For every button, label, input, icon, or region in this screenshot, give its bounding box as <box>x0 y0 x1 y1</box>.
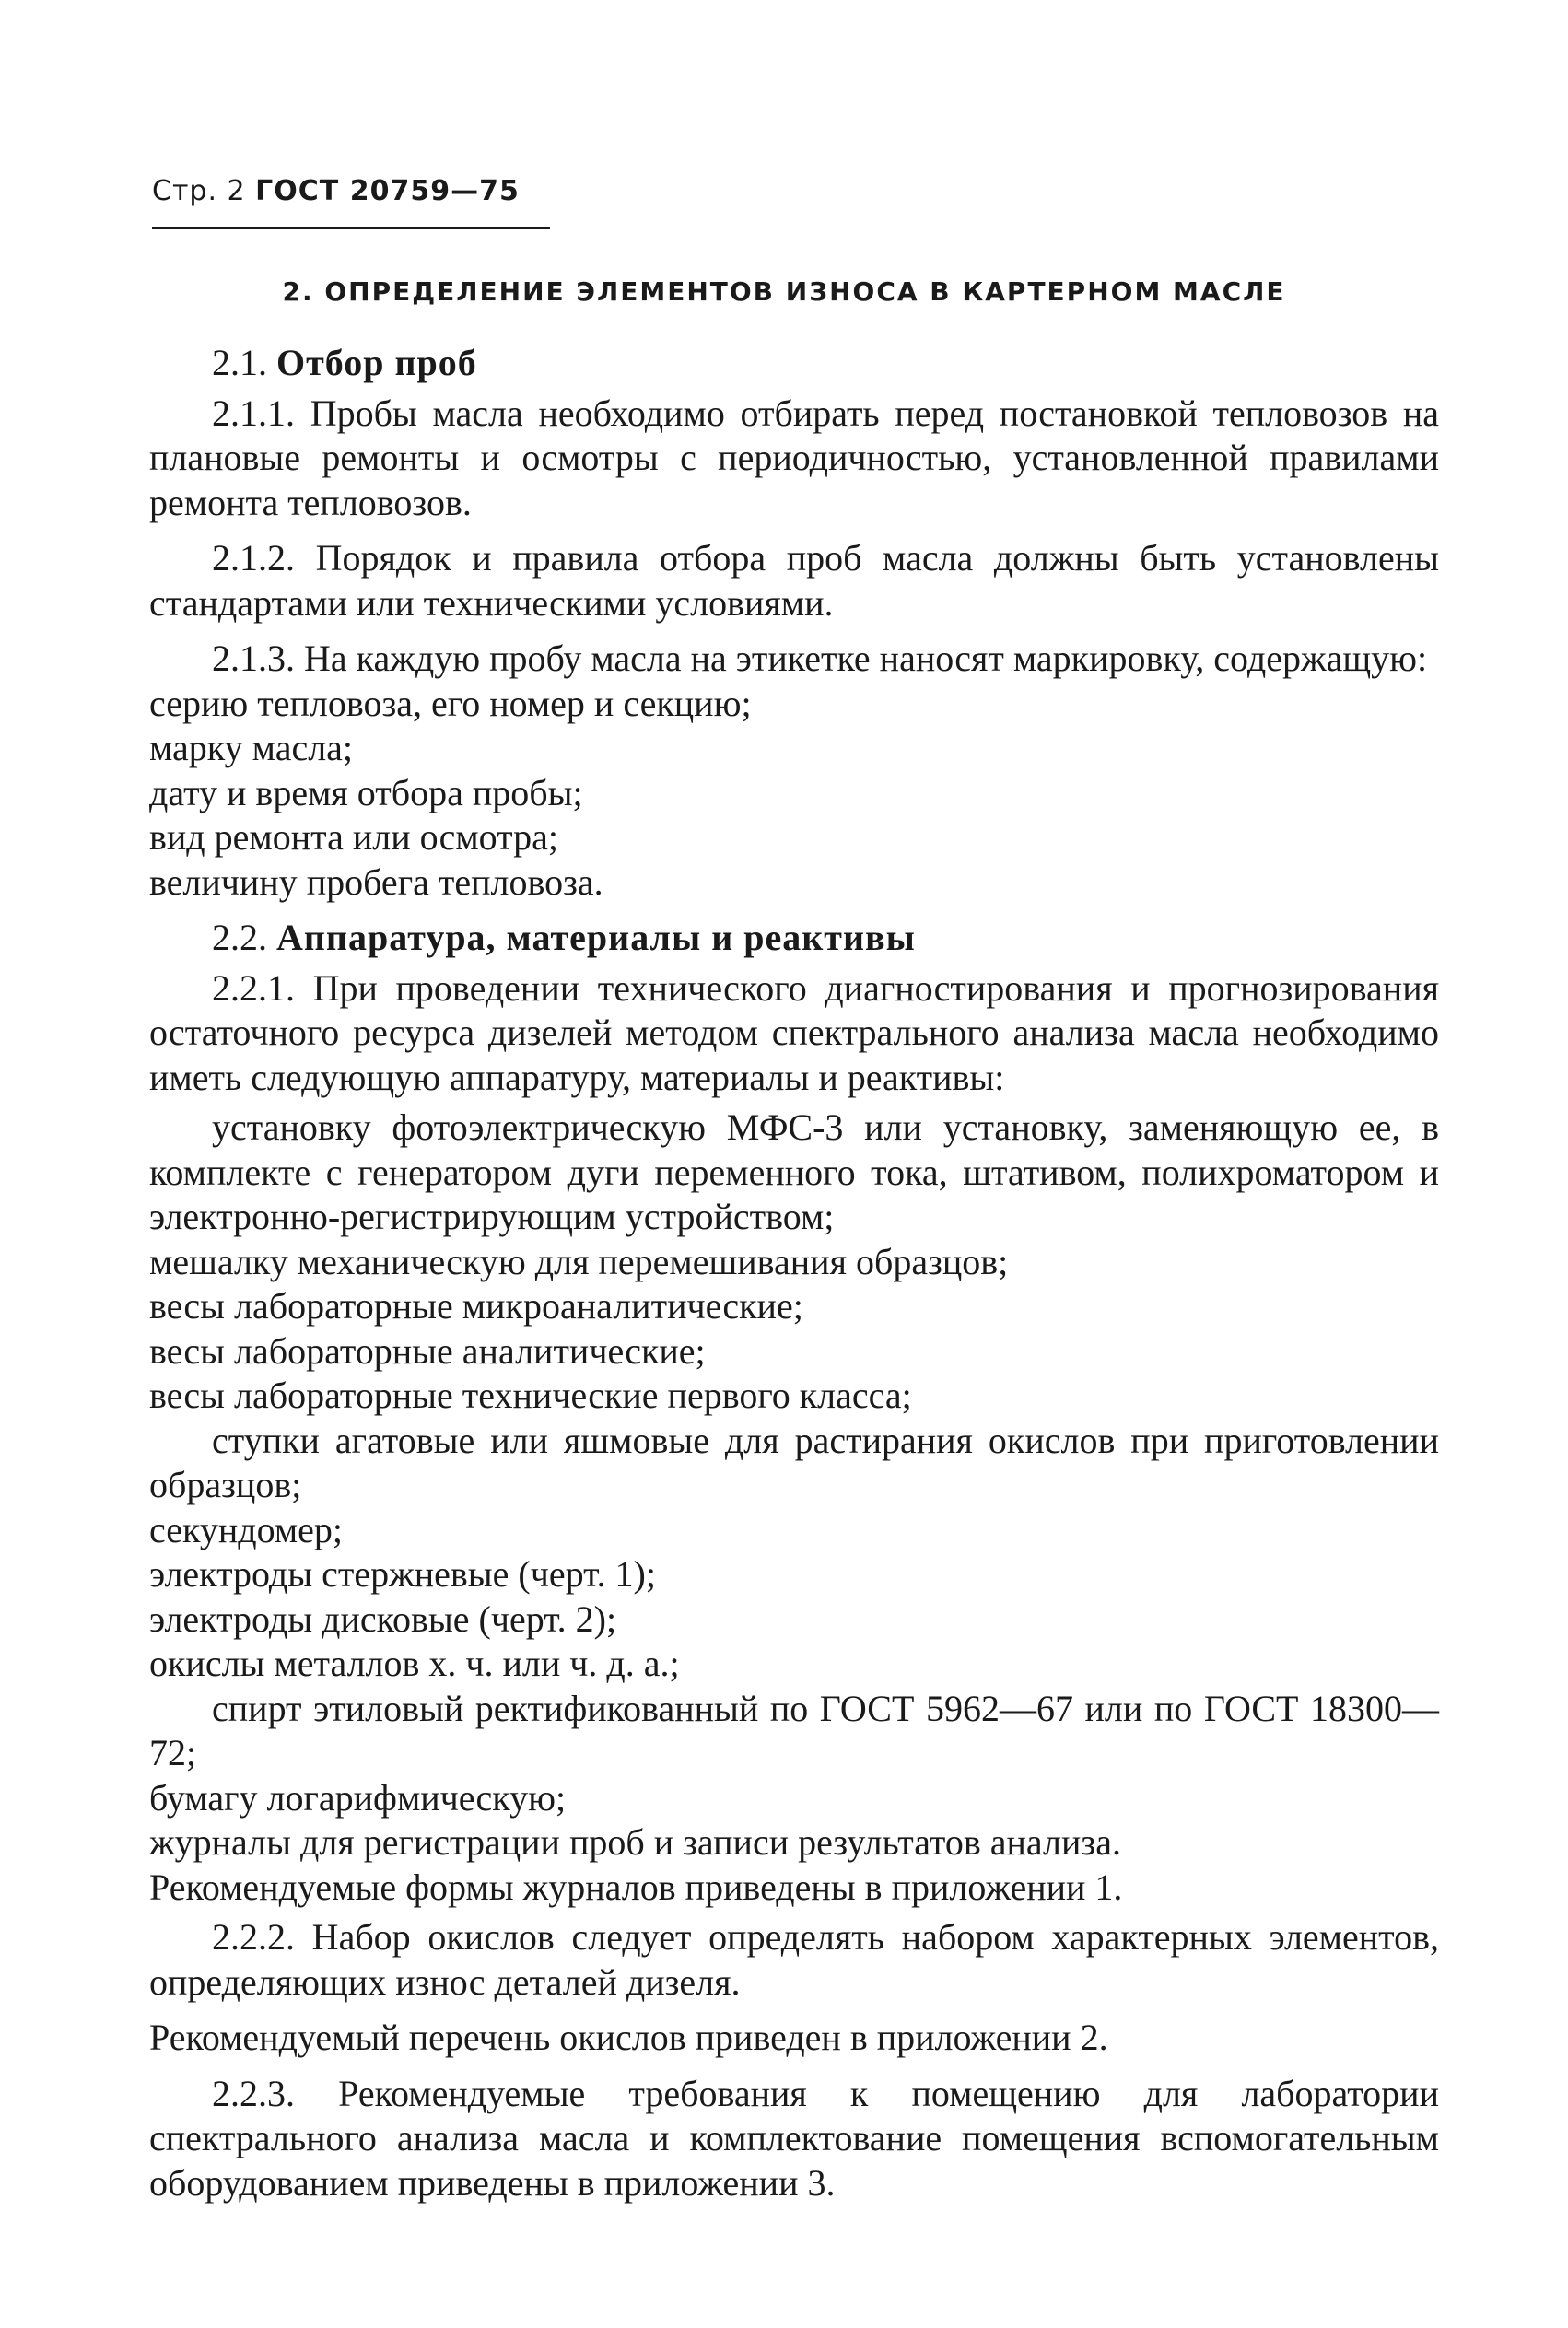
list-item: серию тепловоза, его номер и секцию; <box>149 682 752 724</box>
list-item: мешалку механическую для перемешивания образцов; <box>149 1240 1009 1282</box>
list-item: весы лабораторные микроаналитические; <box>149 1285 803 1327</box>
subsection-2-1-heading <box>149 341 1439 386</box>
subsection-title: Аппаратура, материалы и реактивы <box>276 917 916 958</box>
list-item: секундомер; <box>149 1508 344 1550</box>
list-item: дату и время отбора пробы; <box>149 771 583 813</box>
list-item: электроды стержневые (черт. 1); <box>149 1553 656 1595</box>
page-header <box>152 175 520 207</box>
subsection-2-2-heading <box>149 916 1439 961</box>
paragraph-2-1-2: 2.1.2. Порядок и правила отбора проб масла должны быть установлены стандартами или техническими условиями. <box>149 537 1439 624</box>
subsection-number: 2.1. <box>212 342 267 383</box>
header-underline <box>152 227 550 229</box>
list-item: величину пробега тепловоза. <box>149 860 603 903</box>
paragraph-2-2-3: 2.2.3. Рекомендуемые требования к помещению для лаборатории спектрального анализа масла и комплектование помещения вспомогательным оборудованием приведены в приложении 3. <box>149 2072 1439 2204</box>
list-item: спирт этиловый ректификованный по ГОСТ 5962—67 или по ГОСТ 18300—72; <box>149 1687 1439 1773</box>
subsection-title: Отбор проб <box>276 342 477 383</box>
section-title: 2. ОПРЕДЕЛЕНИЕ ЭЛЕМЕНТОВ ИЗНОСА В КАРТЕРНОМ МАСЛЕ <box>282 276 1286 307</box>
document-body <box>149 341 1439 2205</box>
list-item: весы лабораторные технические первого класса; <box>149 1375 912 1416</box>
list-item: весы лабораторные аналитические; <box>149 1329 706 1372</box>
forms-note: Рекомендуемые формы журналов приведены в приложении 1. <box>149 1866 1123 1908</box>
standard-designation: ГОСТ 20759—75 <box>255 175 520 207</box>
list-item: вид ремонта или осмотра; <box>149 816 558 858</box>
list-item: электроды дисковые (черт. 2); <box>149 1597 617 1640</box>
list-item: окислы металлов х. ч. или ч. д. а.; <box>149 1643 680 1684</box>
list-item: журналы для регистрации проб и записи результатов анализа. <box>149 1821 1121 1863</box>
oxides-note: Рекомендуемый перечень окислов приведен в приложении 2. <box>149 2017 1108 2058</box>
list-item: бумагу логарифмическую; <box>149 1776 567 1819</box>
list-item: марку масла; <box>149 727 354 768</box>
paragraph-2-1-1: 2.1.1. Пробы масла необходимо отбирать перед постановкой тепловозов на плановые ремонты и осмотры с периодичностью, установленной правилами ремонта тепловозов. <box>149 392 1439 523</box>
subsection-number: 2.2. <box>212 917 267 958</box>
page-number-label: Стр. 2 <box>152 175 246 207</box>
paragraph-2-2-1: 2.2.1. При проведении технического диагностирования и прогнозирования остаточного ресурса дизелей методом спектрального анализа масла необходимо иметь следующую аппаратуру, материалы и реактивы: <box>149 966 1439 1098</box>
list-item: ступки агатовые или яшмовые для растирания окислов при приготовлении образцов; <box>149 1419 1439 1505</box>
paragraph-2-2-2: 2.2.2. Набор окислов следует определять набором характерных элементов, определяющих износ деталей дизеля. <box>149 1916 1439 2003</box>
list-item: установку фотоэлектрическую МФС-3 или установку, заменяющую ее, в комплекте с генератором дуги переменного тока, штативом, полихроматором и электронно-регистрирующим устройством; <box>149 1106 1439 1237</box>
paragraph-2-1-3: 2.1.3. На каждую пробу масла на этикетке наносят маркировку, содержащую: <box>212 638 1428 679</box>
